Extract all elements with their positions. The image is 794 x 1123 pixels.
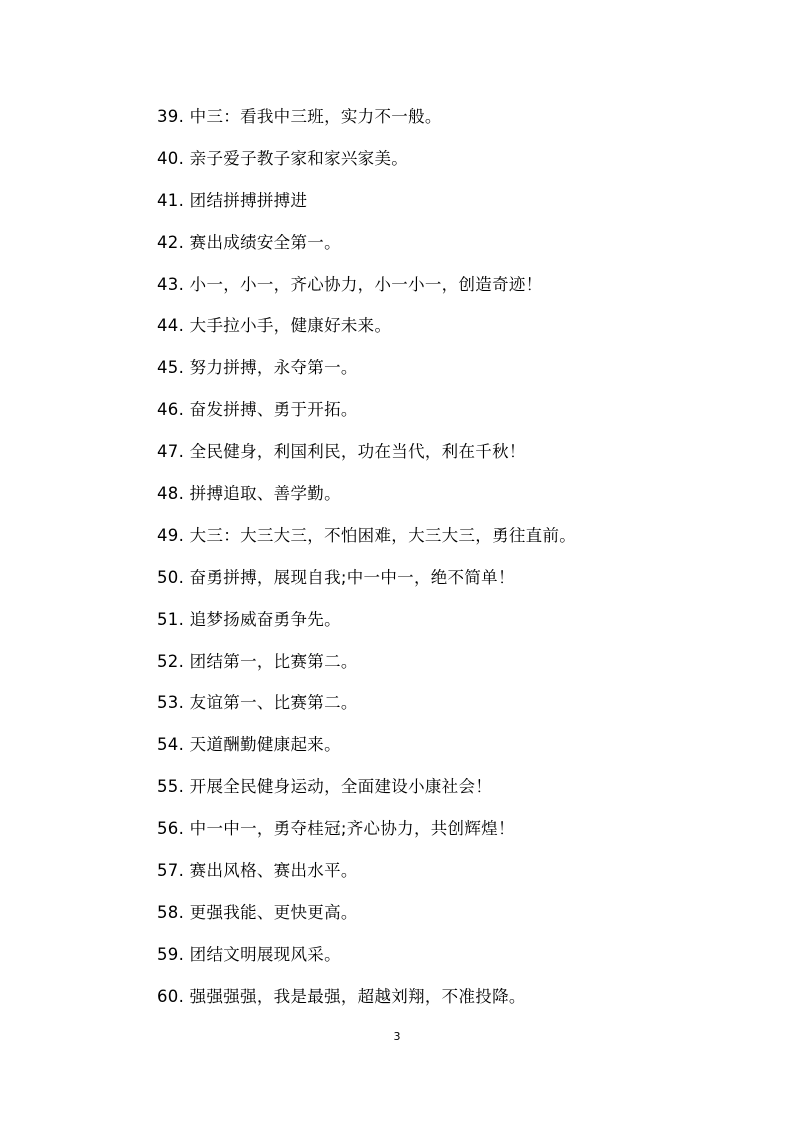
list-item: 49. 大三：大三大三，不怕困难，大三大三，勇往直前。	[157, 525, 577, 545]
slogan-list	[157, 103, 657, 1025]
list-item: 58. 更强我能、更快更高。	[157, 902, 358, 922]
list-item: 51. 追梦扬威奋勇争先。	[157, 609, 341, 629]
list-item: 57. 赛出风格、赛出水平。	[157, 861, 358, 881]
list-item: 43. 小一，小一，齐心协力，小一小一，创造奇迹！	[157, 274, 543, 294]
list-item: 48. 拼搏追取、善学勤。	[157, 484, 341, 504]
list-item: 46. 奋发拼搏、勇于开拓。	[157, 400, 358, 420]
list-item: 41. 团结拼搏拼搏进	[157, 190, 308, 210]
list-item: 56. 中一中一，勇夺桂冠;齐心协力，共创辉煌！	[157, 819, 515, 839]
list-item: 50. 奋勇拼搏，展现自我;中一中一，绝不简单！	[157, 567, 515, 587]
list-item: 52. 团结第一，比赛第二。	[157, 651, 358, 671]
list-item: 42. 赛出成绩安全第一。	[157, 232, 341, 252]
list-item: 55. 开展全民健身运动，全面建设小康社会！	[157, 777, 493, 797]
list-item: 44. 大手拉小手，健康好未来。	[157, 316, 392, 336]
list-item: 45. 努力拼搏，永夺第一。	[157, 358, 358, 378]
page-number: 3	[393, 1030, 401, 1043]
list-item: 47. 全民健身，利国利民，功在当代，利在千秋！	[157, 442, 526, 462]
list-item: 40. 亲子爱子教子家和家兴家美。	[157, 148, 409, 168]
list-item: 39. 中三：看我中三班，实力不一般。	[157, 107, 442, 126]
list-item: 59. 团结文明展现风采。	[157, 944, 341, 964]
list-item: 53. 友谊第一、比赛第二。	[157, 693, 358, 713]
list-item: 54. 天道酬勤健康起来。	[157, 735, 341, 755]
list-item: 60. 强强强强，我是最强，超越刘翔，不准投降。	[157, 986, 526, 1006]
